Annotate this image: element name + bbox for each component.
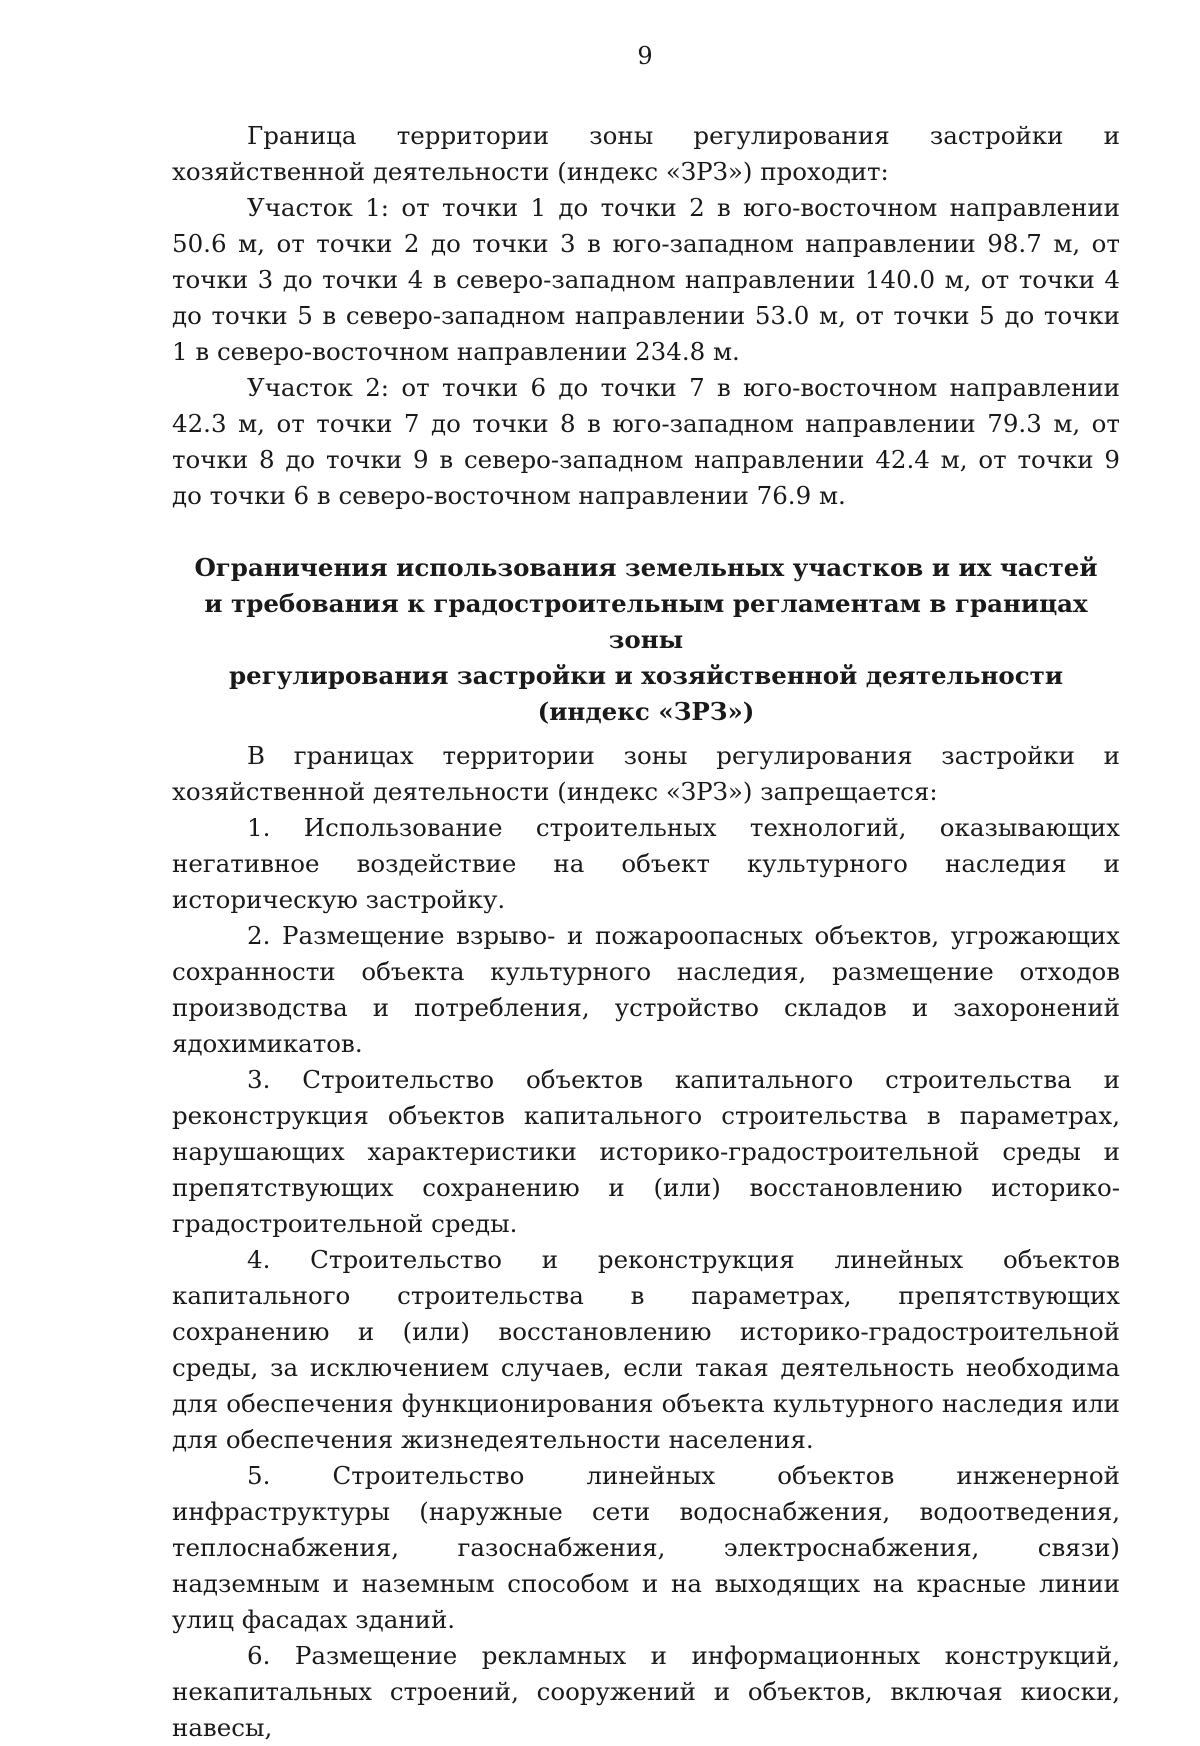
plot-1-paragraph: Участок 1: от точки 1 до точки 2 в юго-восточном направлении 50.6 м, от точки 2 до точки 3 в юго-западном направлении 98.7 м, от точки 3 до точки 4 в северо-западном направлении 140.0 м, от точки 4 до точки 5 в северо-западном направлении 53.0 м, от точки 5 до точки 1 в северо-восточном направлении 234.8 м. xyxy=(172,193,1120,366)
restriction-item-1: 1. Использование строительных технологий, оказывающих негативное воздействие на объект культурного наследия и историческую застройку. xyxy=(172,813,1120,914)
document-body xyxy=(172,118,1120,1746)
heading-line: Ограничения использования земельных участков и их частей xyxy=(194,553,1098,582)
heading-line: регулирования застройки и хозяйственной деятельности xyxy=(228,661,1064,690)
page-number: 9 xyxy=(637,42,653,70)
restriction-item-5: 5. Строительство линейных объектов инженерной инфраструктуры (наружные сети водоснабжения, водоотведения, теплоснабжения, газоснабжения, электроснабжения, связи) надземным и наземным способом и на выходящих на красные линии улиц фасадах зданий. xyxy=(172,1461,1120,1634)
restrictions-intro-paragraph: В границах территории зоны регулирования застройки и хозяйственной деятельности (индекс «ЗРЗ») запрещается: xyxy=(172,741,1120,806)
restriction-item-6: 6. Размещение рекламных и информационных конструкций, некапитальных строений, сооружений и объектов, включая киоски, навесы, xyxy=(172,1641,1120,1742)
restriction-item-4: 4. Строительство и реконструкция линейных объектов капитального строительства в параметрах, препятствующих сохранению и (или) восстановлению историко-градостроительной среды, за исключением случаев, если такая деятельность необходима для обеспечения функционирования объекта культурного наследия или для обеспечения жизнедеятельности населения. xyxy=(172,1245,1120,1454)
restriction-item-3: 3. Строительство объектов капитального строительства и реконструкция объектов капитального строительства в параметрах, нарушающих характеристики историко-градостроительной среды и препятствующих сохранению и (или) восстановлению историко-градостроительной среды. xyxy=(172,1065,1120,1238)
restriction-item-2: 2. Размещение взрыво- и пожароопасных объектов, угрожающих сохранности объекта культурного наследия, размещение отходов производства и потребления, устройство складов и захоронений ядохимикатов. xyxy=(172,921,1120,1058)
boundary-intro-paragraph: Граница территории зоны регулирования застройки и хозяйственной деятельности (индекс «ЗРЗ») проходит: xyxy=(172,121,1120,186)
heading-line: (индекс «ЗРЗ») xyxy=(537,697,755,726)
restrictions-heading xyxy=(172,550,1120,730)
section-spacer xyxy=(172,514,1120,550)
heading-spacer xyxy=(172,730,1120,738)
plot-2-paragraph: Участок 2: от точки 6 до точки 7 в юго-восточном направлении 42.3 м, от точки 7 до точки 8 в юго-западном направлении 79.3 м, от точки 8 до точки 9 в северо-западном направлении 42.4 м, от точки 9 до точки 6 в северо-восточном направлении 76.9 м. xyxy=(172,373,1120,510)
heading-line: и требования к градостроительным регламентам в границах зоны xyxy=(204,589,1088,654)
